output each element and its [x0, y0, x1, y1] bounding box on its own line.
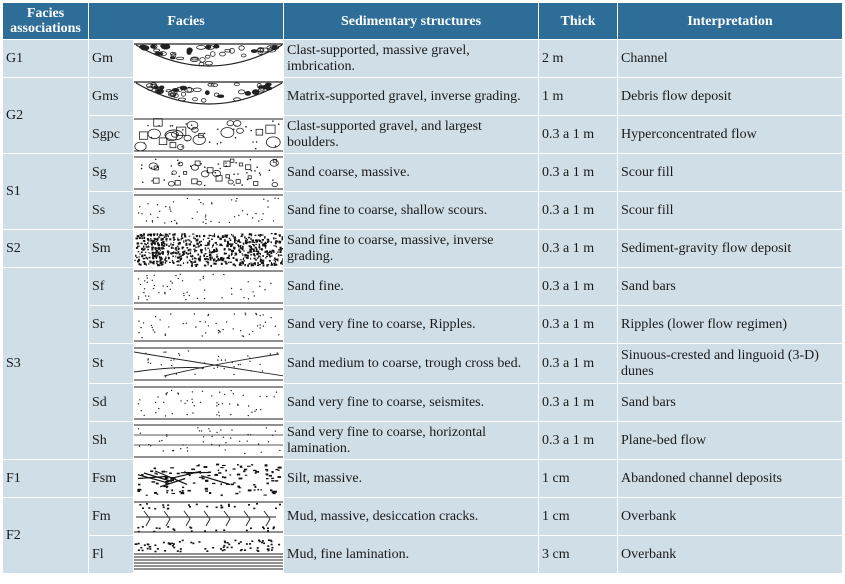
facies-code-cell: Fl: [89, 536, 134, 574]
table-row: [3, 154, 843, 192]
facies-pattern-cell: [134, 40, 284, 78]
thickness-cell: 1 cm: [539, 498, 618, 536]
sedimentary-structures-cell: Clast-supported gravel, and largest boulders.: [284, 116, 539, 154]
facies-pattern-cell: [134, 154, 284, 192]
table-body: [3, 40, 843, 574]
thickness-cell: 0.3 a 1 m: [539, 384, 618, 422]
lithology-pattern-boulders: [134, 117, 284, 153]
sedimentary-structures-cell: Sand very fine to coarse, seismites.: [284, 384, 539, 422]
facies-association-cell: S3: [3, 268, 89, 460]
facies-pattern-cell: [134, 344, 284, 384]
facies-code-cell: Sgpc: [89, 116, 134, 154]
table-row: [3, 536, 843, 574]
header-facies: Facies: [89, 3, 284, 40]
lithology-pattern-fine-lam: [134, 537, 284, 573]
facies-association-cell: S2: [3, 230, 89, 268]
facies-pattern-cell: [134, 460, 284, 498]
facies-code-cell: Sm: [89, 230, 134, 268]
interpretation-cell: Debris flow deposit: [618, 78, 843, 116]
interpretation-cell: Abandoned channel deposits: [618, 460, 843, 498]
lithology-pattern-sand-dots: [134, 193, 284, 229]
lithology-pattern-coarse-sand-gravel: [134, 155, 284, 191]
thickness-cell: 3 cm: [539, 536, 618, 574]
header-sedimentary-structures: Sedimentary structures: [284, 3, 539, 40]
interpretation-cell: Channel: [618, 40, 843, 78]
thickness-cell: 0.3 a 1 m: [539, 344, 618, 384]
interpretation-cell: Sediment-gravity flow deposit: [618, 230, 843, 268]
facies-pattern-cell: [134, 116, 284, 154]
table-row: [3, 192, 843, 230]
thickness-cell: 0.3 a 1 m: [539, 268, 618, 306]
thickness-cell: 0.3 a 1 m: [539, 230, 618, 268]
interpretation-cell: Overbank: [618, 536, 843, 574]
lithology-pattern-dense-dots: [134, 231, 284, 267]
facies-pattern-cell: [134, 78, 284, 116]
interpretation-cell: Overbank: [618, 498, 843, 536]
thickness-cell: 0.3 a 1 m: [539, 422, 618, 460]
table-row: [3, 344, 843, 384]
lithology-pattern-sand-dots: [134, 307, 284, 343]
interpretation-cell: Sand bars: [618, 268, 843, 306]
sedimentary-structures-cell: Sand coarse, massive.: [284, 154, 539, 192]
facies-code-cell: Fm: [89, 498, 134, 536]
table-row: [3, 268, 843, 306]
facies-code-cell: Ss: [89, 192, 134, 230]
facies-pattern-cell: [134, 536, 284, 574]
sedimentary-structures-cell: Matrix-supported gravel, inverse grading.: [284, 78, 539, 116]
facies-code-cell: St: [89, 344, 134, 384]
lithology-pattern-sand-dots: [134, 385, 284, 421]
facies-pattern-cell: [134, 422, 284, 460]
facies-association-cell: S1: [3, 154, 89, 230]
facies-code-cell: Gms: [89, 78, 134, 116]
header-interpretation: Interpretation: [618, 3, 843, 40]
thickness-cell: 0.3 a 1 m: [539, 154, 618, 192]
interpretation-cell: Hyperconcentrated flow: [618, 116, 843, 154]
thickness-cell: 0.3 a 1 m: [539, 192, 618, 230]
lithology-pattern-gravel-lens: [134, 41, 284, 77]
thickness-cell: 0.3 a 1 m: [539, 306, 618, 344]
sedimentary-structures-cell: Sand fine to coarse, shallow scours.: [284, 192, 539, 230]
facies-code-cell: Sg: [89, 154, 134, 192]
facies-association-cell: F2: [3, 498, 89, 574]
table-row: [3, 460, 843, 498]
sedimentary-structures-cell: Silt, massive.: [284, 460, 539, 498]
facies-code-cell: Sd: [89, 384, 134, 422]
header-row: [3, 3, 843, 40]
header-thick: Thick: [539, 3, 618, 40]
sedimentary-structures-cell: Sand fine to coarse, massive, inverse grading.: [284, 230, 539, 268]
sedimentary-structures-cell: Sand very fine to coarse, Ripples.: [284, 306, 539, 344]
facies-association-cell: F1: [3, 460, 89, 498]
sedimentary-structures-cell: Sand medium to coarse, trough cross bed.: [284, 344, 539, 384]
facies-code-cell: Sr: [89, 306, 134, 344]
facies-pattern-cell: [134, 384, 284, 422]
table-row: [3, 306, 843, 344]
thickness-cell: 1 m: [539, 78, 618, 116]
interpretation-cell: Scour fill: [618, 154, 843, 192]
interpretation-cell: Sinuous-crested and linguoid (3-D) dunes: [618, 344, 843, 384]
table-row: [3, 422, 843, 460]
interpretation-cell: Plane-bed flow: [618, 422, 843, 460]
facies-pattern-cell: [134, 192, 284, 230]
facies-pattern-cell: [134, 498, 284, 536]
thickness-cell: 2 m: [539, 40, 618, 78]
table-row: [3, 40, 843, 78]
interpretation-cell: Sand bars: [618, 384, 843, 422]
lithology-pattern-trough-cross: [134, 346, 284, 382]
facies-code-cell: Gm: [89, 40, 134, 78]
sedimentary-structures-cell: Sand fine.: [284, 268, 539, 306]
table-row: [3, 384, 843, 422]
lithology-pattern-silt: [134, 461, 284, 497]
facies-code-cell: Sh: [89, 422, 134, 460]
sedimentary-structures-cell: Mud, massive, desiccation cracks.: [284, 498, 539, 536]
facies-table: [2, 2, 843, 574]
facies-pattern-cell: [134, 268, 284, 306]
sedimentary-structures-cell: Sand very fine to coarse, horizontal lamination.: [284, 422, 539, 460]
table-row: [3, 116, 843, 154]
table-row: [3, 498, 843, 536]
sedimentary-structures-cell: Mud, fine lamination.: [284, 536, 539, 574]
header-facies-associations: Facies associations: [3, 3, 89, 40]
thickness-cell: 1 cm: [539, 460, 618, 498]
facies-code-cell: Fsm: [89, 460, 134, 498]
lithology-pattern-sand-dots: [134, 269, 284, 305]
interpretation-cell: Ripples (lower flow regimen): [618, 306, 843, 344]
table-row: [3, 78, 843, 116]
lithology-pattern-gravel-lens: [134, 79, 284, 115]
facies-pattern-cell: [134, 230, 284, 268]
lithology-pattern-mud-cracks: [134, 499, 284, 535]
table-row: [3, 230, 843, 268]
facies-association-cell: G1: [3, 40, 89, 78]
facies-code-cell: Sf: [89, 268, 134, 306]
facies-pattern-cell: [134, 306, 284, 344]
lithology-pattern-horizontal-lam: [134, 423, 284, 459]
interpretation-cell: Scour fill: [618, 192, 843, 230]
thickness-cell: 0.3 a 1 m: [539, 116, 618, 154]
sedimentary-structures-cell: Clast-supported, massive gravel, imbrication.: [284, 40, 539, 78]
facies-association-cell: G2: [3, 78, 89, 154]
